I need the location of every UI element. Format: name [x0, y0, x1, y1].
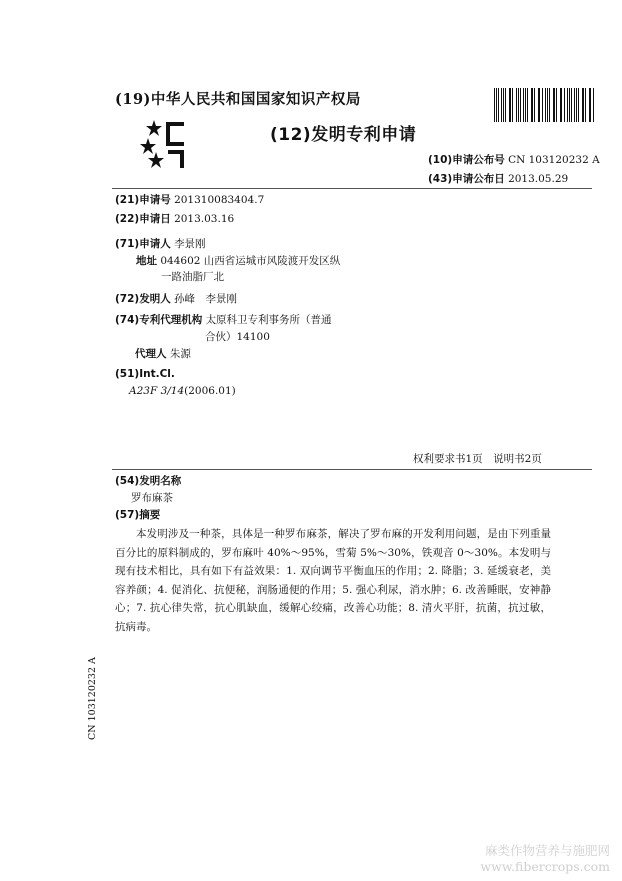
invention-title: 罗布麻茶 [131, 492, 173, 504]
int-cl-row [129, 382, 236, 400]
barcode-bar [494, 88, 495, 122]
office-name: (19)中华人民共和国国家知识产权局 [115, 91, 361, 108]
application-number-label: (21)申请号 [115, 194, 171, 206]
int-cl-code: A23F 3/14 [129, 385, 185, 397]
document-type: (12)发明专利申请 [270, 125, 417, 145]
barcode-bar [505, 88, 506, 122]
barcode-bar [534, 88, 535, 122]
address-label: 地址 [136, 255, 157, 267]
barcode-bar [578, 88, 579, 122]
watermark-line1: 麻类作物营养与施肥网 [484, 843, 610, 858]
barcode-bar [527, 88, 528, 122]
divider [112, 188, 592, 189]
agency-label: (74)专利代理机构 [115, 314, 203, 326]
abstract-label-text: (57)摘要 [115, 509, 161, 521]
inventor-row [115, 290, 237, 308]
int-cl-year: (2006.01) [184, 385, 236, 397]
barcode-bar [501, 88, 502, 122]
barcode-bar [545, 88, 546, 122]
watermark-line2: www.fibercrops.com [480, 859, 610, 874]
application-date: 2013.03.16 [174, 213, 235, 225]
barcode-bar [512, 88, 513, 122]
application-number-row [115, 191, 264, 209]
abstract-label [115, 506, 160, 524]
barcode-bar [590, 88, 591, 122]
application-number: 201310083404.7 [174, 194, 265, 206]
inventor-label: (72)发明人 [115, 293, 171, 305]
watermark [480, 843, 610, 875]
agent-label: 代理人 [135, 348, 167, 360]
address-line1: 044602 山西省运城市风陵渡开发区纵 [160, 255, 341, 267]
publication-date: 2013.05.29 [508, 173, 569, 185]
application-date-row [115, 210, 234, 228]
barcode-bar [554, 88, 555, 122]
barcode-bar [585, 88, 586, 122]
agency-row [115, 311, 332, 329]
address-line2: 一路油脂厂北 [161, 271, 224, 283]
barcode-bar [516, 88, 517, 122]
applicant-label: (71)申请人 [115, 238, 171, 250]
barcode-bar [561, 88, 562, 122]
barcode-icon [494, 88, 596, 122]
application-date-label: (22)申请日 [115, 213, 171, 225]
abstract-text: 本发明涉及一种茶，具体是一种罗布麻茶，解决了罗布麻的开发利用问题，是由下列重量百分比的原料制成的，罗布麻叶 40%～95%，雪菊 5%～30%，铁观音 0～30%。本发明与现有技术相比，具有如下有益效果：1. 双向调节平衡血压的作用；2. 降脂；3. 延缓衰老，美容养颜；4. 促消化、抗便秘，润肠通便的作用；5. 强心利尿，消水肿；6. 改善睡眠，安神静心；7. 抗心律失常，抗心肌缺血，缓解心绞痛，改善心功能；8. 清火平肝，抗菌，抗过敏，抗病毒。 [115, 528, 551, 633]
pages-info: 权利要求书1页 说明书2页 [413, 453, 542, 465]
side-publication-number: CN 103120232 A [87, 657, 98, 740]
barcode-bar [574, 88, 575, 122]
agency-line2: 合伙）14100 [205, 331, 270, 343]
barcode-bar [547, 88, 548, 122]
barcode-bar [567, 88, 568, 122]
applicant-row [115, 235, 206, 253]
barcode-bar [523, 88, 524, 122]
divider [112, 469, 592, 470]
publication-number-row [428, 152, 600, 167]
title-label [115, 472, 181, 490]
publication-date-row [428, 171, 568, 186]
inventors: 孙峰 李景刚 [174, 293, 238, 305]
int-cl-label-text: (51)Int.Cl. [115, 368, 175, 380]
applicant: 李景刚 [174, 238, 206, 250]
publication-number: CN 103120232 A [508, 154, 600, 166]
title-label-text: (54)发明名称 [115, 475, 182, 487]
agent: 朱源 [169, 348, 191, 360]
int-cl-label [115, 365, 175, 383]
publication-date-label: (43)申请公布日 [428, 173, 505, 185]
agency-line1: 太原科卫专利事务所（普通 [205, 314, 332, 326]
barcode-bar [538, 88, 539, 122]
patent-office-logo-icon [140, 118, 186, 172]
publication-number-label: (10)申请公布号 [428, 154, 505, 166]
agent-row [135, 345, 191, 363]
